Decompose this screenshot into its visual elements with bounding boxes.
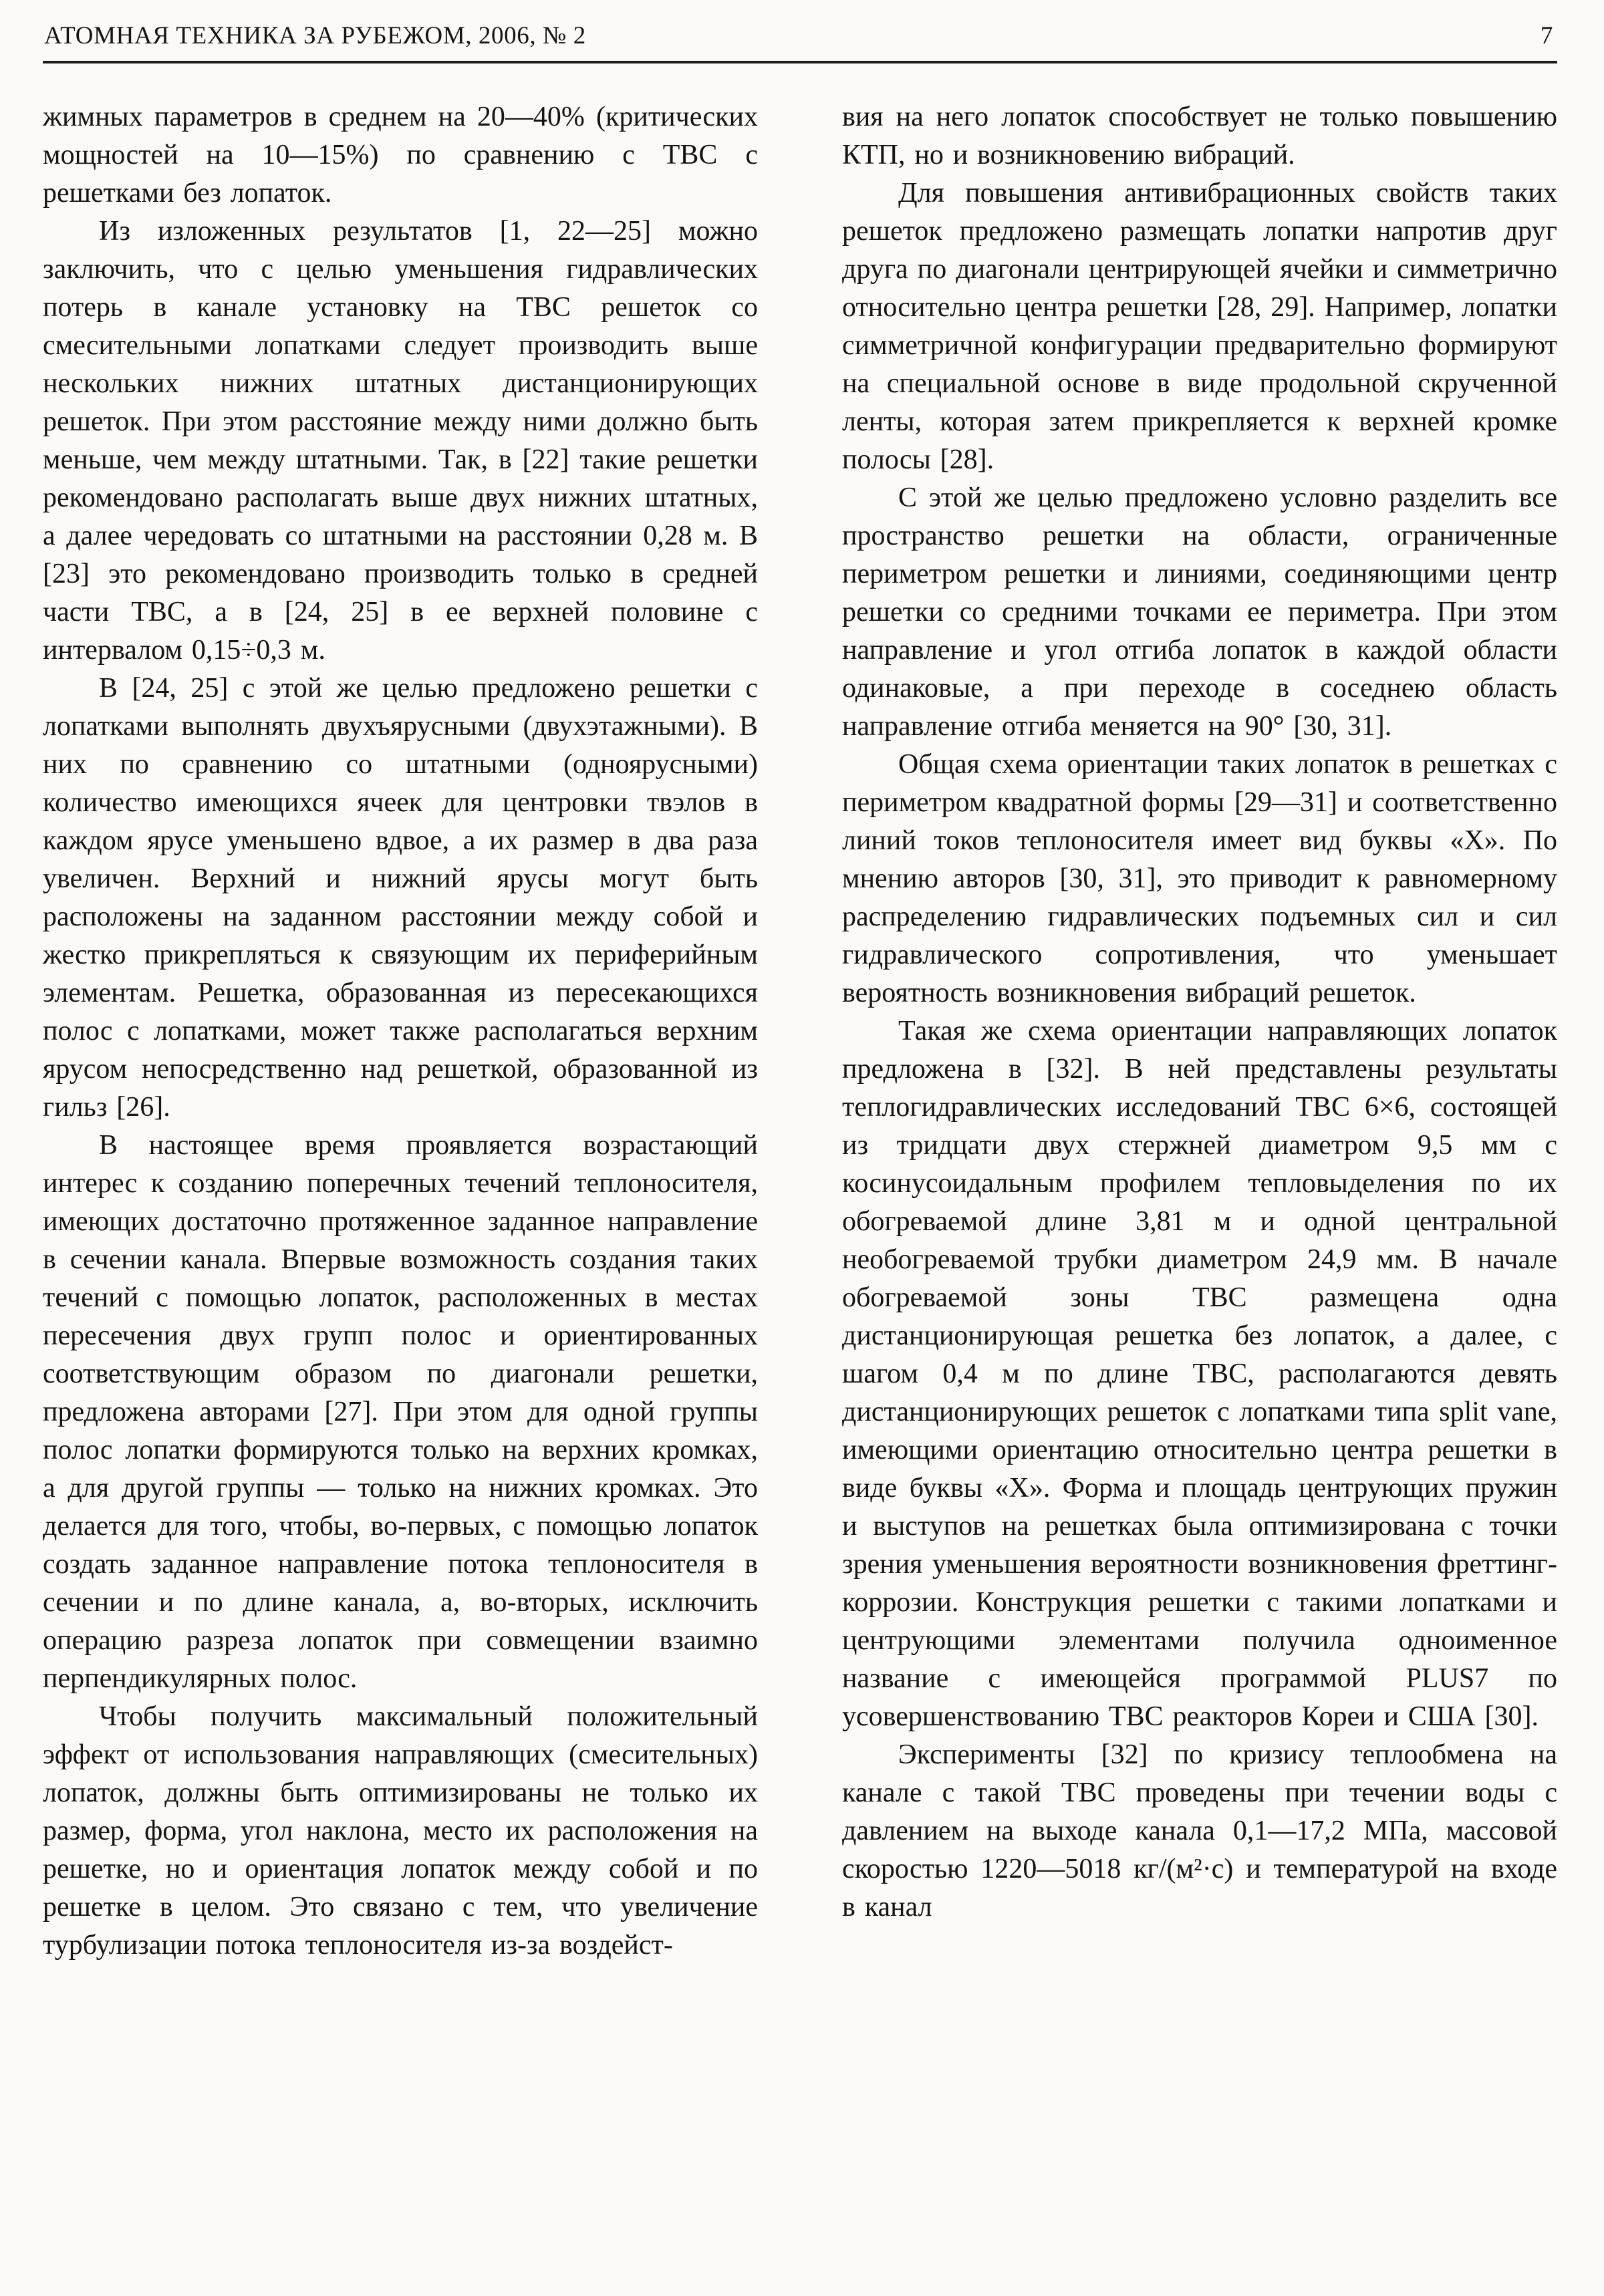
paragraph: Из изложенных результатов [1, 22—25] можно заключить, что с целью уменьшения гидравлических потерь в канале установку на ТВС решеток со смесительными лопатками следует производить выше нескольких нижних штатных дистанционирующих решеток. При этом расстояние между ними должно быть меньше, чем между штатными. Так, в [22] такие решетки рекомендовано располагать выше двух нижних штатных, а далее чередовать со штатными на расстоянии 0,28 м. В [23] это рекомендовано производить только в средней части ТВС, а в [24, 25] в ее верхней половине с интервалом 0,15÷0,3 м. xyxy=(43,216,758,666)
paragraph: В настоящее время проявляется возрастающий интерес к созданию поперечных течений теплоносителя, имеющих достаточно протяженное заданное направление в сечении канала. Впервые возможность создания таких течений с помощью лопаток, расположенных в местах пересечения двух групп полос и ориентированных соответствующим образом по диагонали решетки, предложена авторами [27]. При этом для одной группы полос лопатки формируются только на верхних кромках, а для другой группы — только на нижних кромках. Это делается для того, чтобы, во-первых, с помощью лопаток создать заданное направление потока теплоносителя в сечении и по длине канала, а, во-вторых, исключить операцию разреза лопаток при совмещении взаимно перпендикулярных полос. xyxy=(43,1130,758,1694)
paragraph: Чтобы получить максимальный положительный эффект от использования направляющих (смесительных) лопаток, должны быть оптимизированы не только их размер, форма, угол наклона, место их расположения на решетке, но и ориентация лопаток между собой и по решетке в целом. Это связано с тем, что увеличение турбулизации потока теплоносителя из-за воздейст- xyxy=(43,1701,758,1961)
left-column xyxy=(43,98,758,1965)
paragraph: Общая схема ориентации таких лопаток в решетках с периметром квадратной формы [29—31] и соответственно линий токов теплоносителя имеет вид буквы «X». По мнению авторов [30, 31], это приводит к равномерному распределению гидравлических подъемных сил и сил гидравлического сопротивления, что уменьшает вероятность возникновения вибраций решеток. xyxy=(842,749,1557,1008)
page-header xyxy=(43,17,1557,61)
page-number: 7 xyxy=(1540,22,1553,49)
paragraph: С этой же целью предложено условно разделить все пространство решетки на области, ограниченные периметром решетки и линиями, соединяющими центр решетки со средними точками ее периметра. При этом направление и угол отгиба лопаток в каждой области одинаковые, а при переходе в соседнею область направление отгиба меняется на 90° [30, 31]. xyxy=(842,482,1557,742)
paragraph: Эксперименты [32] по кризису теплообмена на канале с такой ТВС проведены при течении воды с давлением на выходе канала 0,1—17,2 МПа, массовой скоростью 1220—5018 кг/(м²·с) и температурой на входе в канал xyxy=(842,1739,1557,1922)
paragraph: Для повышения антивибрационных свойств таких решеток предложено размещать лопатки напротив друг друга по диагонали центрирующей ячейки и симметрично относительно центра решетки [28, 29]. Например, лопатки симметричной конфигурации предварительно формируют на специальной основе в виде продольной скрученной ленты, которая затем прикрепляется к верхней кромке полосы [28]. xyxy=(842,178,1557,475)
paragraph: жимных параметров в среднем на 20—40% (критических мощностей на 10—15%) по сравнению с ТВС с решетками без лопаток. xyxy=(43,102,758,208)
paragraph: Такая же схема ориентации направляющих лопаток предложена в [32]. В ней представлены результаты теплогидравлических исследований ТВС 6×6, состоящей из тридцати двух стержней диаметром 9,5 мм с косинусоидальным профилем тепловыделения по их обогреваемой длине 3,81 м и одной центральной необогреваемой трубки диаметром 24,9 мм. В начале обогреваемой зоны ТВС размещена одна дистанционирующая решетка без лопаток, а далее, с шагом 0,4 м по длине ТВС, располагаются девять дистанционирующих решеток с лопатками типа split vane, имеющими ориентацию относительно центра решетки в виде буквы «X». Форма и площадь центрующих пружин и выступов на решетках была оптимизирована с точки зрения уменьшения вероятности возникновения фреттинг-коррозии. Конструкция решетки с такими лопатками и центрующими элементами получила одноименное название с имеющейся программой PLUS7 по усовершенствованию ТВС реакторов Кореи и США [30]. xyxy=(842,1016,1557,1732)
right-column xyxy=(842,98,1557,1965)
journal-title: АТОМНАЯ ТЕХНИКА ЗА РУБЕЖОМ, 2006, № 2 xyxy=(44,22,586,49)
paragraph: В [24, 25] с этой же целью предложено решетки с лопатками выполнять двухъярусными (двухэтажными). В них по сравнению со штатными (одноярусными) количество имеющихся ячеек для центровки твэлов в каждом ярусе уменьшено вдвое, а их размер в два раза увеличен. Верхний и нижний ярусы могут быть расположены на заданном расстоянии между собой и жестко прикрепляться к связующим их периферийным элементам. Решетка, образованная из пересекающихся полос с лопатками, может также располагаться верхним ярусом непосредственно над решеткой, образованной из гильз [26]. xyxy=(43,673,758,1123)
paragraph: вия на него лопаток способствует не только повышению КТП, но и возникновению вибраций. xyxy=(842,102,1557,170)
article-body xyxy=(43,98,1557,1965)
header-rule xyxy=(43,61,1557,63)
